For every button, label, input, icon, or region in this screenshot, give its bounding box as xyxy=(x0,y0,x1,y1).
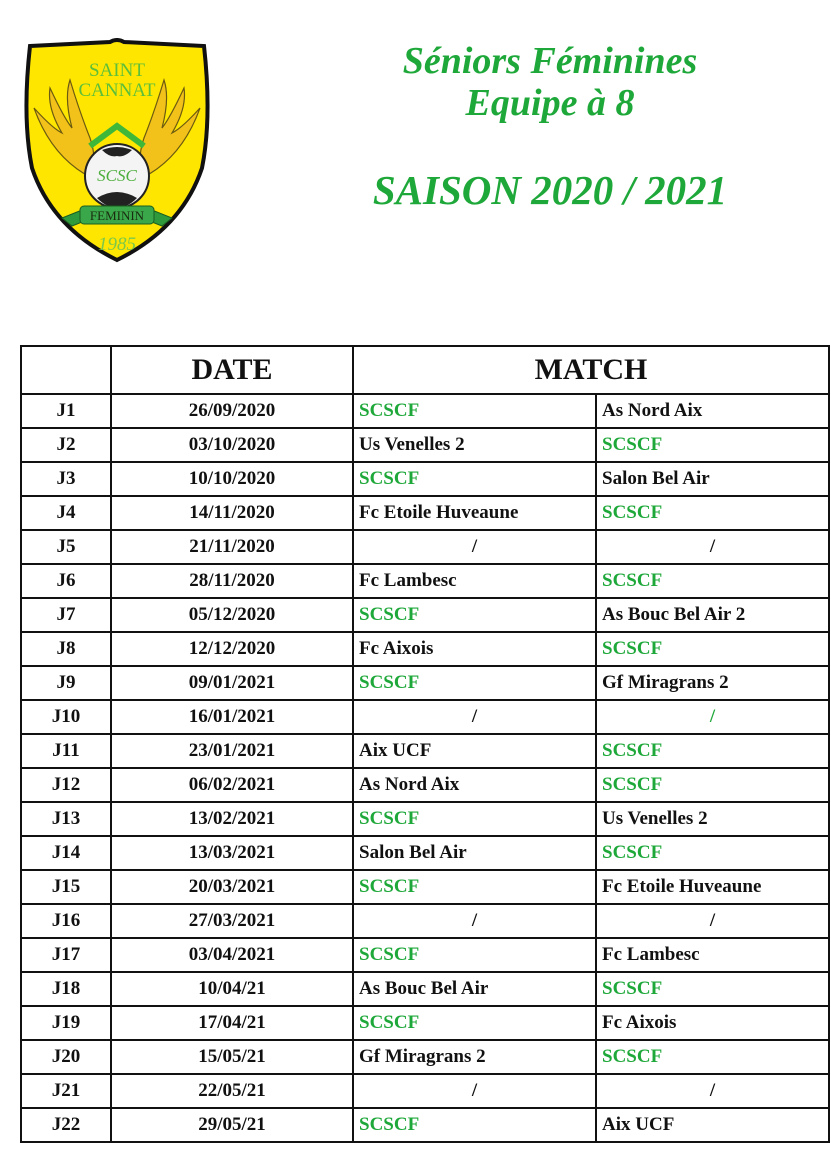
away-team-cell: SCSCF xyxy=(596,836,829,870)
matchday-cell: J17 xyxy=(21,938,111,972)
date-cell: 27/03/2021 xyxy=(111,904,353,938)
date-cell: 28/11/2020 xyxy=(111,564,353,598)
table-row xyxy=(21,1006,829,1040)
matchday-cell: J9 xyxy=(21,666,111,700)
table-row xyxy=(21,496,829,530)
home-team-cell: SCSCF xyxy=(353,666,596,700)
matchday-cell: J19 xyxy=(21,1006,111,1040)
date-cell: 20/03/2021 xyxy=(111,870,353,904)
matchday-cell: J6 xyxy=(21,564,111,598)
table-row xyxy=(21,394,829,428)
date-cell: 03/10/2020 xyxy=(111,428,353,462)
away-team-cell: SCSCF xyxy=(596,632,829,666)
svg-text:CANNAT: CANNAT xyxy=(78,80,156,101)
home-team-cell: Aix UCF xyxy=(353,734,596,768)
home-team-cell: Fc Aixois xyxy=(353,632,596,666)
table-row xyxy=(21,666,829,700)
table-row xyxy=(21,768,829,802)
home-team-cell: / xyxy=(353,530,596,564)
date-cell: 10/10/2020 xyxy=(111,462,353,496)
away-team-cell: / xyxy=(596,904,829,938)
away-team-cell: SCSCF xyxy=(596,564,829,598)
date-cell: 13/02/2021 xyxy=(111,802,353,836)
title-season: SAISON 2020 / 2021 xyxy=(372,167,728,213)
matchday-cell: J11 xyxy=(21,734,111,768)
table-row xyxy=(21,802,829,836)
matchday-cell: J2 xyxy=(21,428,111,462)
matchday-cell: J15 xyxy=(21,870,111,904)
matchday-cell: J4 xyxy=(21,496,111,530)
matchday-cell: J21 xyxy=(21,1074,111,1108)
away-team-cell: SCSCF xyxy=(596,768,829,802)
date-cell: 09/01/2021 xyxy=(111,666,353,700)
home-team-cell: SCSCF xyxy=(353,1108,596,1142)
schedule-rows xyxy=(21,394,829,1142)
home-team-cell: Salon Bel Air xyxy=(353,836,596,870)
date-cell: 10/04/21 xyxy=(111,972,353,1006)
table-row xyxy=(21,938,829,972)
matchday-cell: J14 xyxy=(21,836,111,870)
away-team-cell: Aix UCF xyxy=(596,1108,829,1142)
table-row xyxy=(21,462,829,496)
shield-crest-icon xyxy=(22,38,212,263)
matchday-cell: J20 xyxy=(21,1040,111,1074)
home-team-cell: Fc Lambesc xyxy=(353,564,596,598)
home-team-cell: / xyxy=(353,1074,596,1108)
matchday-cell: J22 xyxy=(21,1108,111,1142)
title-team: Equipe à 8 xyxy=(465,82,635,124)
away-team-cell: SCSCF xyxy=(596,734,829,768)
matchday-cell: J7 xyxy=(21,598,111,632)
matchday-cell: J5 xyxy=(21,530,111,564)
matchday-cell: J10 xyxy=(21,700,111,734)
table-row xyxy=(21,428,829,462)
away-team-cell: Fc Lambesc xyxy=(596,938,829,972)
date-cell: 16/01/2021 xyxy=(111,700,353,734)
home-team-cell: SCSCF xyxy=(353,1006,596,1040)
home-team-cell: SCSCF xyxy=(353,598,596,632)
away-team-cell: As Bouc Bel Air 2 xyxy=(596,598,829,632)
table-row xyxy=(21,870,829,904)
home-team-cell: As Nord Aix xyxy=(353,768,596,802)
away-team-cell: Salon Bel Air xyxy=(596,462,829,496)
date-cell: 05/12/2020 xyxy=(111,598,353,632)
header-match: MATCH xyxy=(353,346,829,394)
svg-text:FEMININ: FEMININ xyxy=(89,208,145,223)
table-row xyxy=(21,598,829,632)
home-team-cell: SCSCF xyxy=(353,870,596,904)
home-team-cell: Fc Etoile Huveaune xyxy=(353,496,596,530)
date-cell: 22/05/21 xyxy=(111,1074,353,1108)
home-team-cell: SCSCF xyxy=(353,938,596,972)
table-row xyxy=(21,700,829,734)
table-row xyxy=(21,836,829,870)
away-team-cell: SCSCF xyxy=(596,496,829,530)
title-block xyxy=(340,40,760,212)
away-team-cell: As Nord Aix xyxy=(596,394,829,428)
schedule-table xyxy=(20,345,830,1143)
matchday-cell: J12 xyxy=(21,768,111,802)
date-cell: 23/01/2021 xyxy=(111,734,353,768)
away-team-cell: SCSCF xyxy=(596,972,829,1006)
table-row xyxy=(21,1074,829,1108)
away-team-cell: SCSCF xyxy=(596,428,829,462)
date-cell: 21/11/2020 xyxy=(111,530,353,564)
away-team-cell: SCSCF xyxy=(596,1040,829,1074)
away-team-cell: Fc Aixois xyxy=(596,1006,829,1040)
svg-text:SCSC: SCSC xyxy=(97,166,137,185)
matchday-cell: J18 xyxy=(21,972,111,1006)
date-cell: 12/12/2020 xyxy=(111,632,353,666)
table-row xyxy=(21,1108,829,1142)
away-team-cell: Gf Miragrans 2 xyxy=(596,666,829,700)
table-row xyxy=(21,1040,829,1074)
title-category: Séniors Féminines xyxy=(402,40,698,82)
svg-text:SAINT: SAINT xyxy=(89,60,145,81)
date-cell: 15/05/21 xyxy=(111,1040,353,1074)
club-logo xyxy=(22,38,212,263)
home-team-cell: / xyxy=(353,904,596,938)
away-team-cell: / xyxy=(596,1074,829,1108)
away-team-cell: Us Venelles 2 xyxy=(596,802,829,836)
header-blank xyxy=(21,346,111,394)
header-date: DATE xyxy=(111,346,353,394)
table-header-row xyxy=(21,346,829,394)
matchday-cell: J16 xyxy=(21,904,111,938)
date-cell: 29/05/21 xyxy=(111,1108,353,1142)
date-cell: 06/02/2021 xyxy=(111,768,353,802)
svg-text:1985: 1985 xyxy=(98,234,136,255)
table-row xyxy=(21,564,829,598)
home-team-cell: Gf Miragrans 2 xyxy=(353,1040,596,1074)
table-row xyxy=(21,632,829,666)
table-row xyxy=(21,972,829,1006)
away-team-cell: / xyxy=(596,530,829,564)
away-team-cell: / xyxy=(596,700,829,734)
date-cell: 26/09/2020 xyxy=(111,394,353,428)
table-row xyxy=(21,904,829,938)
home-team-cell: / xyxy=(353,700,596,734)
matchday-cell: J1 xyxy=(21,394,111,428)
matchday-cell: J13 xyxy=(21,802,111,836)
home-team-cell: SCSCF xyxy=(353,802,596,836)
date-cell: 17/04/21 xyxy=(111,1006,353,1040)
away-team-cell: Fc Etoile Huveaune xyxy=(596,870,829,904)
home-team-cell: SCSCF xyxy=(353,462,596,496)
date-cell: 03/04/2021 xyxy=(111,938,353,972)
home-team-cell: As Bouc Bel Air xyxy=(353,972,596,1006)
table-row xyxy=(21,530,829,564)
matchday-cell: J3 xyxy=(21,462,111,496)
table-row xyxy=(21,734,829,768)
home-team-cell: Us Venelles 2 xyxy=(353,428,596,462)
home-team-cell: SCSCF xyxy=(353,394,596,428)
date-cell: 13/03/2021 xyxy=(111,836,353,870)
date-cell: 14/11/2020 xyxy=(111,496,353,530)
matchday-cell: J8 xyxy=(21,632,111,666)
